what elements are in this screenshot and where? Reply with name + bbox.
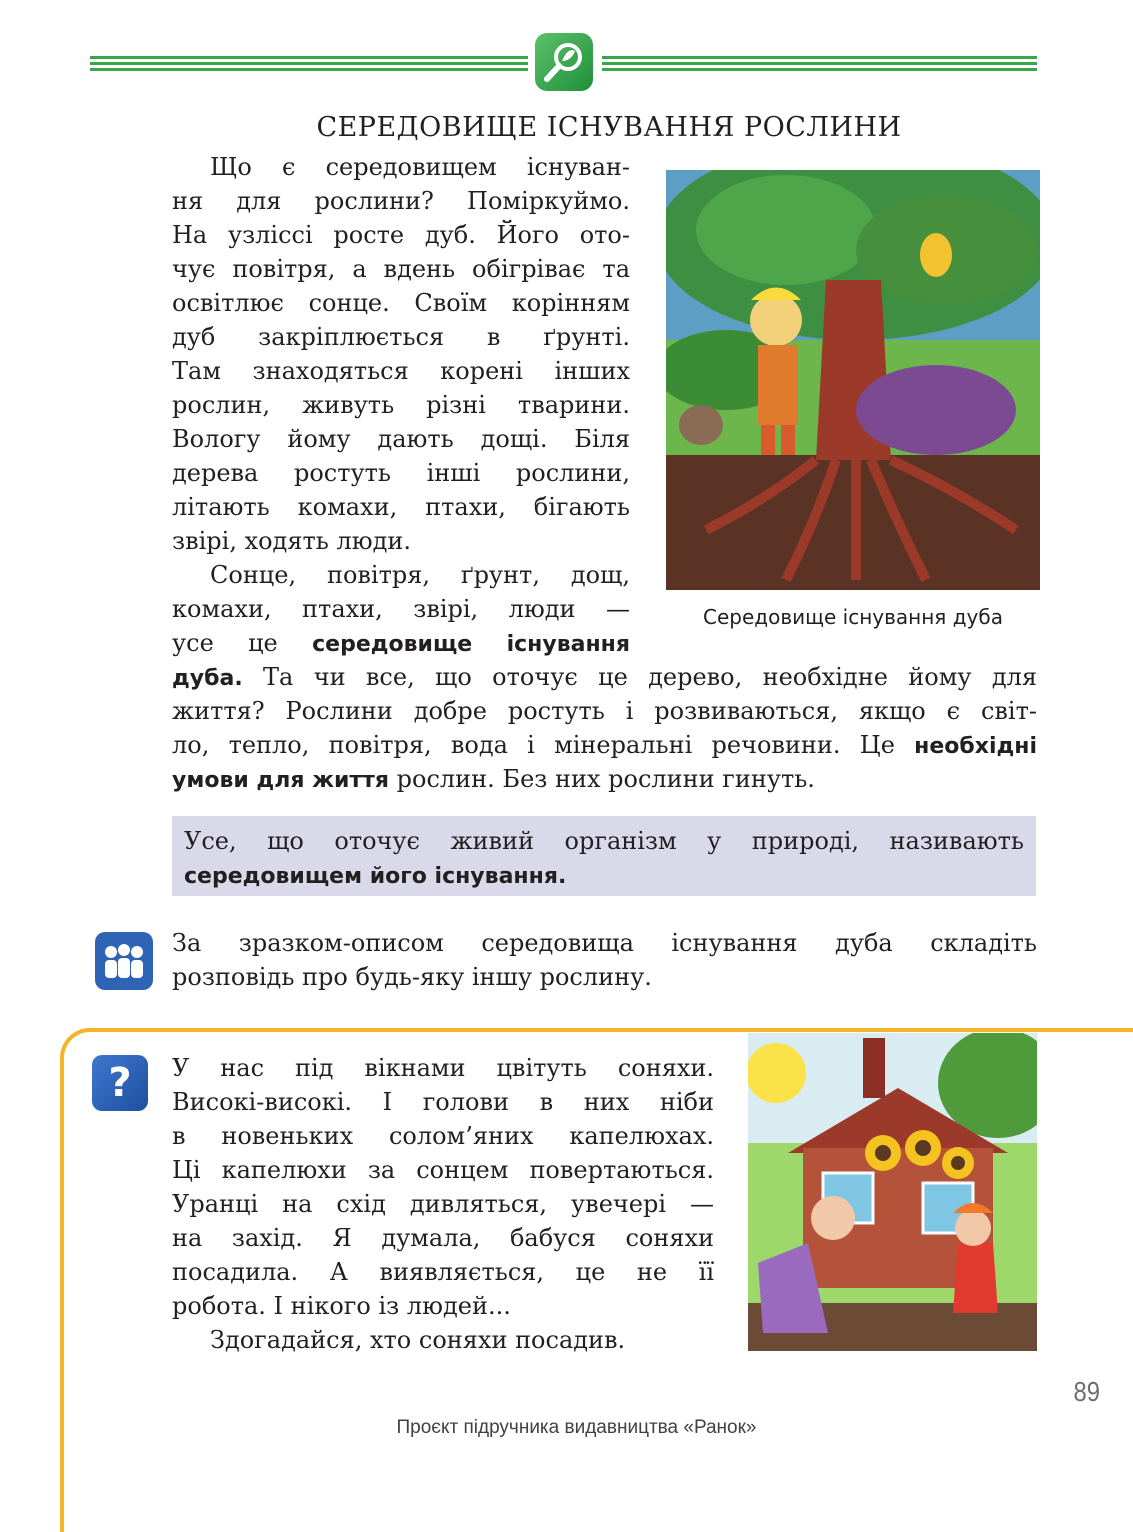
group-work-icon — [95, 932, 153, 990]
bold-term: умови для життя — [172, 768, 390, 793]
text-line: За зразком-описом середовища існування дуба складіть — [172, 929, 1037, 957]
text-line: Там знаходяться корені інших — [172, 357, 630, 385]
text-line: усе це середовище існування — [172, 629, 630, 657]
text-line: Сонце, повітря, ґрунт, дощ, — [210, 561, 630, 589]
text-line: На узліссі росте дуб. Його ото- — [172, 221, 630, 249]
text-line: розповідь про будь-яку іншу рослину. — [172, 963, 652, 991]
text-line: Ці капелюхи за сонцем повертаються. — [172, 1156, 714, 1184]
text-line: освітлює сонце. Своїм корінням — [172, 289, 630, 317]
text-line: дуб закріплюється в ґрунті. — [172, 323, 630, 351]
group-task — [172, 926, 1037, 994]
text-line: Високі-високі. І голови в них ніби — [172, 1088, 714, 1116]
definition-box — [172, 816, 1036, 896]
magnifier-leaf-icon — [535, 33, 593, 91]
riddle-question: Здогадайся, хто соняхи посадив. — [210, 1326, 626, 1354]
bold-term: середовищем його існування — [184, 864, 558, 889]
page-title: СЕРЕДОВИЩЕ ІСНУВАННЯ РОСЛИНИ — [316, 112, 902, 143]
text-line: У нас під вікнами цвітуть соняхи. — [172, 1054, 714, 1082]
text-line: ня для рослини? Поміркуймо. — [172, 187, 630, 215]
text-line: Уранці на схід дивляться, увечері — — [172, 1190, 714, 1218]
page-number: 89 — [1073, 1376, 1100, 1407]
footer-note: Проєкт підручника видавництва «Ранок» — [396, 1417, 757, 1438]
sunflower-garden-illustration — [748, 1033, 1037, 1351]
text-line: чує повітря, а вдень обігріває та — [172, 255, 630, 283]
text-line: звірі, ходять люди. — [172, 527, 411, 555]
bold-term: дуба. — [172, 666, 243, 691]
text-line: дерева ростуть інші рослини, — [172, 459, 630, 487]
oak-environment-illustration — [666, 170, 1040, 590]
text-line: рослин, живуть різні тварини. — [172, 391, 630, 419]
riddle-text — [172, 1051, 714, 1357]
text-line: робота. І нікого із людей... — [172, 1292, 511, 1320]
text-line: середовищем його існування. — [184, 864, 567, 889]
bold-term: середовище існування — [312, 632, 630, 657]
text-line: Вологу йому дають дощі. Біля — [172, 425, 630, 453]
text-line: літають комахи, птахи, бігають — [172, 493, 630, 521]
text-line: ло, тепло, повітря, вода і мінеральні речовини. Це необхідні — [172, 731, 1037, 759]
bold-term: необхідні — [914, 734, 1037, 759]
text-line: в новеньких солом’яних капелюхах. — [172, 1122, 714, 1150]
text-line: Усе, що оточує живий організм у природі, називають — [184, 827, 1024, 855]
text-line: на захід. Я думала, бабуся соняхи — [172, 1224, 714, 1252]
text-line: Що є середовищем існуван- — [210, 153, 630, 181]
question-icon: ? — [92, 1055, 148, 1111]
oak-figure-caption: Середовище існування дуба — [703, 605, 1003, 629]
text-line: дуба. Та чи все, що оточує це дерево, необхідне йому для — [172, 663, 1037, 691]
continuation-paragraph — [172, 660, 1037, 796]
text-line: життя? Рослини добре ростуть і розвиваються, якщо є світ- — [172, 697, 1037, 725]
text-line: умови для життя рослин. Без них рослини гинуть. — [172, 765, 815, 793]
text-line: комахи, птахи, звірі, люди — — [172, 595, 630, 623]
intro-paragraph — [172, 150, 630, 660]
text-line: посадила. А виявляється, це не її — [172, 1258, 714, 1286]
